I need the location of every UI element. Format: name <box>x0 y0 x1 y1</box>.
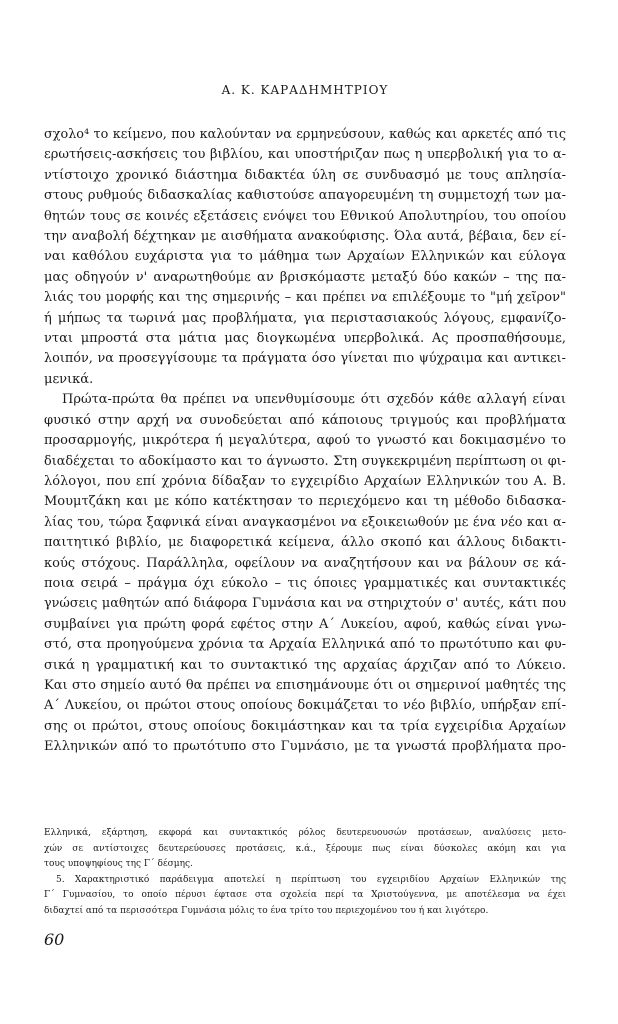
body-line: ναι καθόλου ευχάριστα για το μάθημα των Αρχαίων Ελληνικών και εύλογα <box>44 249 566 265</box>
body-line: μας οδηγούν ν' αναρωτηθούμε αν βρισκόμαστε μεταξύ δύο κακών – της πα- <box>44 269 566 285</box>
body-line: λοιπόν, να προσεγγίσουμε τα πράγματα όσο γίνεται πιο ψύχραιμα και αντικει- <box>44 351 566 367</box>
body-line: ερωτήσεις-ασκήσεις του βιβλίου, και υποστήριζαν πως η υπερβολική για το α- <box>44 147 566 163</box>
body-line: ποια σειρά – πράγμα όχι εύκολο – τις όποιες γραμματικές και συντακτικές <box>44 575 566 591</box>
running-head: Α. Κ. ΚΑΡΑΔΗΜΗΤΡΙΟΥ <box>221 83 389 97</box>
body-line: Και στο σημείο αυτό θα πρέπει να επισημάνουμε ότι οι σημερινοί μαθητές της <box>44 677 566 693</box>
body-line: παιτητικό βιβλίο, με διαφορετικά κείμενα, άλλο σκοπό και άλλους διδακτι- <box>44 535 566 551</box>
body-line: λόλογοι, που επί χρόνια δίδαξαν το εγχειρίδιο Αρχαίων Ελληνικών του Α. Β. <box>44 473 566 489</box>
footnote-line: 5. Χαρακτηριστικό παράδειγμα αποτελεί η περίπτωση του εγχειριδίου Αρχαίων Ελληνικών της <box>56 874 566 885</box>
body-line: Πρώτα-πρώτα θα πρέπει να υπενθυμίσουμε ότι σχεδόν κάθε αλλαγή είναι <box>62 392 566 408</box>
body-line: σχολο⁴ το κείμενο, που καλούνταν να ερμηνεύσουν, καθώς και αρκετές από τις <box>44 127 566 142</box>
body-line: διαδέχεται το αδοκίμαστο και το άγνωστο. Στη συγκεκριμένη περίπτωση οι φι- <box>44 453 566 469</box>
body-line: Μουμτζάκη και με κόπο κατέκτησαν το περιεχόμενο και τη μέθοδο διδασκα- <box>44 494 566 510</box>
body-line: Α΄ Λυκείου, οι πρώτοι στους οποίους δοκιμάζεται το νέο βιβλίο, υπήρξαν επί- <box>44 698 566 714</box>
body-line: ντίστοιχο χρονικό διάστημα διδακτέα ύλη σε συνδυασμό με τους απλησία- <box>44 167 566 183</box>
body-line: Ελληνικών από το πρωτότυπο στο Γυμνάσιο, με τα γνωστά προβλήματα προ- <box>44 739 566 755</box>
footnote-line: χών σε αντίστοιχες δευτερεύουσες προτάσεις, κ.ά., ξέρουμε πως είναι δύσκολες ακόμη και για <box>44 843 566 854</box>
body-line: μενικά. <box>44 371 94 387</box>
footnotes <box>44 826 566 920</box>
body-line: νται μπροστά στα μάτια μας διογκωμένα υπερβολικά. Ας προσπαθήσουμε, <box>44 331 566 347</box>
body-line: συμβαίνει για πρώτη φορά εφέτος στην Α΄ Λυκείου, αφού, καθώς είναι γνω- <box>44 616 566 632</box>
body-line: γνώσεις μαθητών από διάφορα Γυμνάσια και να στηριχτούν σ' αυτές, κάτι που <box>44 596 566 612</box>
body-line: θητών τους σε κοινές εξετάσεις ενόψει του Εθνικού Απολυτηρίου, του οποίου <box>44 208 566 224</box>
body-line: προσαρμογής, μικρότερα ή μεγαλύτερα, αφού το γνωστό και δοκιμασμένο το <box>44 433 566 449</box>
body-line: ή μήπως τα τωρινά μας προβλήματα, για περιστασιακούς λόγους, εμφανίζο- <box>44 310 566 326</box>
footnote-line: Ελληνικά, εξάρτηση, εκφορά και συντακτικός ρόλος δευτερευουσών προτάσεων, αναλύσεις μετο- <box>44 828 566 838</box>
body-line: σης οι πρώτοι, στους οποίους δοκιμάστηκαν και τα τρία εγχειρίδια Αρχαίων <box>44 718 566 734</box>
body-line: στό, στα προηγούμενα χρόνια τα Αρχαία Ελληνικά από το πρωτότυπο και φυ- <box>44 637 566 653</box>
body-line: την αναβολή δέχτηκαν με αισθήματα ανακούφισης. Όλα αυτά, βέβαια, δεν εί- <box>44 229 566 245</box>
footnote-line: διδαχτεί από τα περισσότερα Γυμνάσια μόλις το ένα τρίτο του περιεχομένου του ή και λιγότερο. <box>44 905 489 916</box>
body-text <box>44 125 566 758</box>
footnote-line: Γ΄ Γυμνασίου, το οποίο πέρυσι έφτασε στα σχολεία περί τα Χριστούγεννα, με αποτέλεσμα να έχει <box>44 890 566 901</box>
body-line: λιάς του μορφής και της σημερινής – και πρέπει να επιλέξουμε το "μή χεῖρον" <box>44 290 566 306</box>
body-line: κούς στόχους. Παράλληλα, οφείλουν να αναζητήσουν και να βάλουν σε κά- <box>44 555 566 571</box>
body-line: στους ρυθμούς διδασκαλίας καθιστούσε απαγορευμένη τη συμμετοχή των μα- <box>44 188 566 204</box>
body-line: σικά η γραμματική και το συντακτικό της αρχαίας άρχιζαν από το Λύκειο. <box>44 657 566 673</box>
page-number: 60 <box>44 930 65 949</box>
body-line: λίας του, τώρα ξαφνικά είναι αναγκασμένοι να εξοικειωθούν με ένα νέο και α- <box>44 514 566 530</box>
body-line: φυσικό στην αρχή να συνοδεύεται από κάποιους τριγμούς και προβλήματα <box>44 412 566 428</box>
footnote-line: τους υποψηφίους της Γ΄ δέσμης. <box>44 859 193 870</box>
